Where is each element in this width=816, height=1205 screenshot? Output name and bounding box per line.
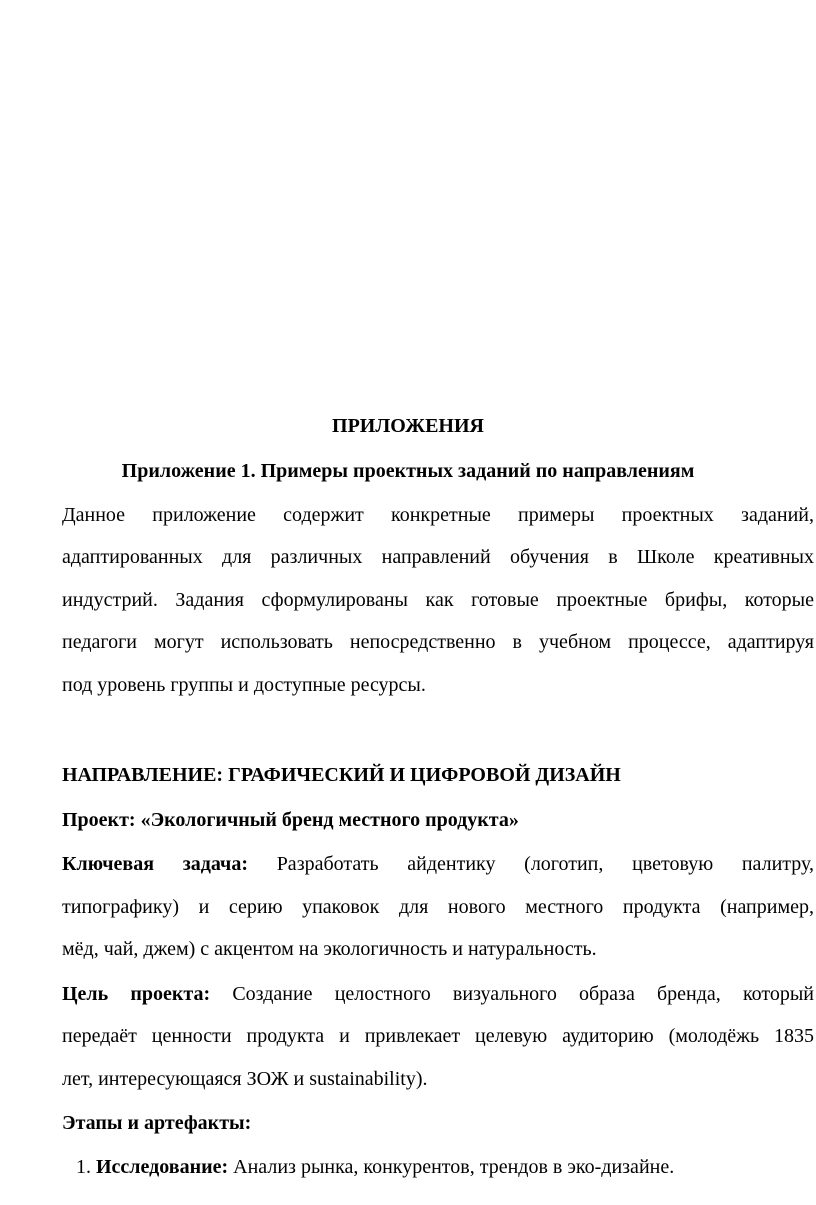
- direction-heading: НАПРАВЛЕНИЕ: ГРАФИЧЕСКИЙ И ЦИФРОВОЙ ДИЗАЙН: [62, 764, 621, 786]
- stage-item-1: [76, 1155, 674, 1179]
- intro-line-5: под уровень группы и доступные ресурсы.: [62, 674, 426, 696]
- project-goal-line-1: [62, 982, 814, 1006]
- intro-line-1: Данное приложение содержит конкретные примеры проектных заданий,: [62, 504, 814, 526]
- stages-heading: Этапы и артефакты:: [62, 1112, 252, 1134]
- project-goal-text-1: Создание целостного визуального образа бренда, который: [232, 983, 814, 1005]
- key-task-label: Ключевая задача:: [62, 853, 248, 875]
- project-goal-line-2: передаёт ценности продукта и привлекает целевую аудиторию (молодёжь 1835: [62, 1025, 814, 1047]
- project-goal-label: Цель проекта:: [62, 983, 211, 1005]
- key-task-line-3: мёд, чай, джем) с акцентом на экологичность и натуральность.: [62, 938, 597, 960]
- intro-line-3: индустрий. Задания сформулированы как готовые проектные брифы, которые: [62, 589, 814, 611]
- appendix-title: Приложение 1. Примеры проектных заданий по направлениям: [121, 460, 695, 482]
- intro-line-2: адаптированных для различных направлений обучения в Школе креативных: [62, 546, 814, 568]
- key-task-line-2: типографику) и серию упаковок для нового местного продукта (например,: [62, 896, 814, 918]
- key-task-text-1: Разработать айдентику (логотип, цветовую палитру,: [276, 853, 814, 875]
- appendices-heading: ПРИЛОЖЕНИЯ: [332, 415, 484, 437]
- intro-line-4: педагоги могут использовать непосредственно в учебном процессе, адаптируя: [62, 631, 814, 653]
- key-task-line-1: [62, 852, 814, 876]
- project-title: Проект: «Экологичный бренд местного продукта»: [62, 809, 519, 831]
- stage-label: Исследование:: [96, 1156, 229, 1178]
- stage-text: Анализ рынка, конкурентов, трендов в эко-дизайне.: [233, 1156, 675, 1178]
- project-goal-line-3: лет, интересующаяся ЗОЖ и sustainability).: [62, 1068, 428, 1090]
- stage-number: 1.: [76, 1156, 91, 1178]
